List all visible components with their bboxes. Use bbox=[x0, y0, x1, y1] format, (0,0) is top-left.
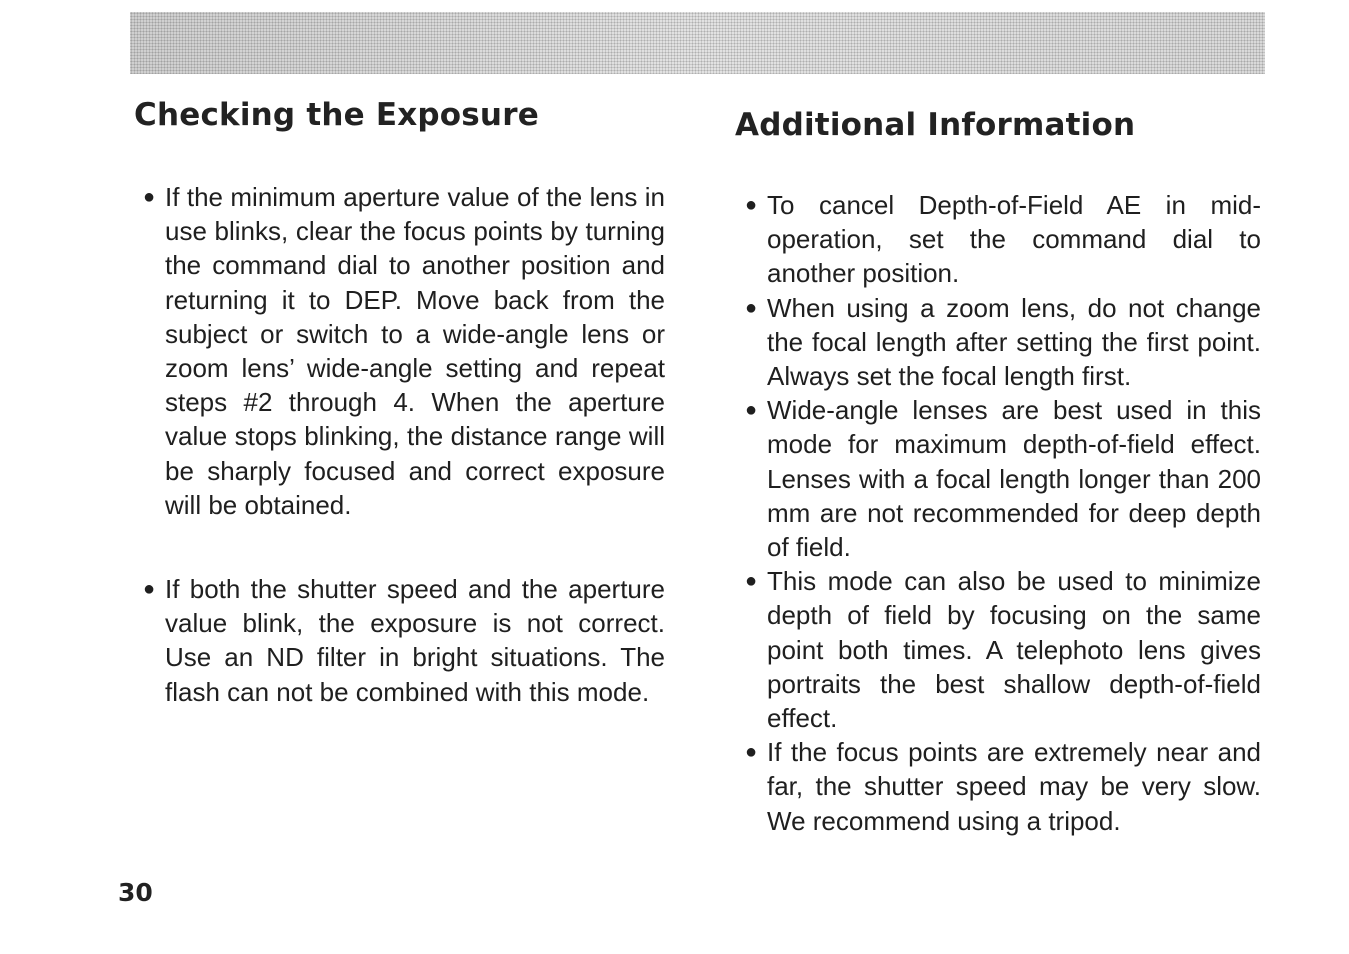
bullet-icon: ● bbox=[745, 741, 758, 764]
list-item bbox=[745, 735, 1261, 838]
checking-exposure-list bbox=[143, 180, 665, 709]
header-band bbox=[130, 12, 1265, 74]
list-item-text: When using a zoom lens, do not change the focal length after setting the first point. Always set the focal length first. bbox=[767, 292, 1261, 392]
additional-information-list bbox=[745, 188, 1261, 838]
bullet-icon: ● bbox=[745, 570, 758, 593]
list-item-text: If the minimum aperture value of the lens in use blinks, clear the focus points by turning the command dial to another position and returning it to DEP. Move back from the subject or switch to a wide-angle lens or zoom lens’ wide-angle setting and repeat steps #2 through 4. When the aperture value stops blinking, the distance range will be sharply focused and correct exposure will be obtained. bbox=[165, 182, 665, 520]
list-item-text: This mode can also be used to minimize depth of field by focusing on the same point both times. A telephoto lens gives portraits the best shallow depth-of-field effect. bbox=[767, 566, 1261, 734]
section-title-checking-exposure: Checking the Exposure bbox=[134, 97, 539, 133]
section-title-additional-information: Additional Information bbox=[735, 107, 1136, 143]
bullet-icon: ● bbox=[143, 578, 156, 601]
bullet-icon: ● bbox=[745, 296, 758, 319]
list-item bbox=[745, 393, 1261, 564]
list-item bbox=[143, 572, 665, 709]
list-item bbox=[143, 180, 665, 522]
list-item bbox=[745, 291, 1261, 394]
bullet-icon: ● bbox=[745, 194, 758, 216]
bullet-icon: ● bbox=[143, 186, 156, 208]
list-item-text: If both the shutter speed and the aperture value blink, the exposure is not correct. Use an ND filter in bright situations. The flash can not be combined with this mode. bbox=[165, 574, 665, 707]
list-item bbox=[745, 188, 1261, 291]
bullet-icon: ● bbox=[745, 399, 758, 422]
list-item-text: To cancel Depth-of-Field AE in mid-operation, set the command dial to another position. bbox=[767, 190, 1261, 289]
list-item-text: If the focus points are extremely near and far, the shutter speed may be very slow. We recommend using a tripod. bbox=[767, 737, 1261, 836]
list-item-text: Wide-angle lenses are best used in this mode for maximum depth-of-field effect. Lenses with a focal length longer than 200 mm are not recommended for deep depth of field. bbox=[767, 395, 1261, 563]
page-number: 30 bbox=[118, 878, 153, 907]
list-item bbox=[745, 564, 1261, 735]
